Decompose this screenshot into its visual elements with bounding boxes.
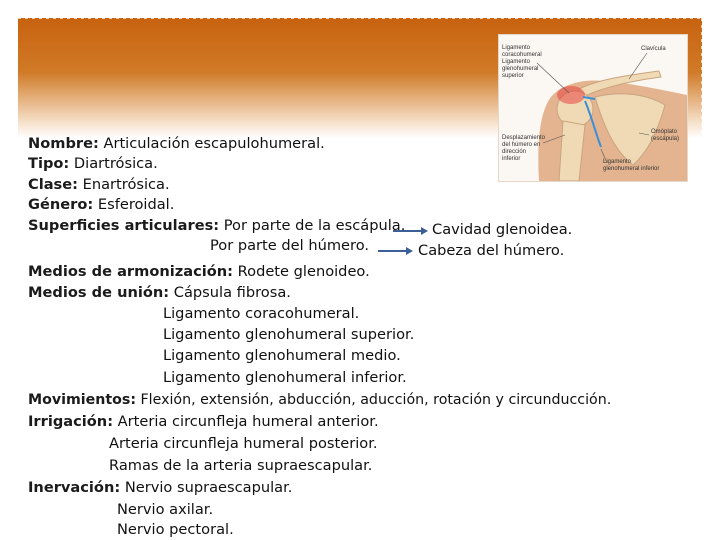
line-union: [28, 283, 291, 303]
line-value: Rodete glenoideo.: [237, 263, 370, 280]
line-value: Arteria circunfleja humeral anterior.: [117, 413, 379, 430]
line-value: Ligamento glenohumeral superior.: [163, 326, 415, 343]
line-label: Nombre:: [28, 135, 99, 152]
line-lig-superior: [163, 325, 414, 345]
line-value: Diartrósica.: [73, 155, 158, 172]
line-arteria-posterior: [109, 434, 378, 454]
line-label: Tipo:: [28, 155, 70, 172]
label-scapula: Omóplato (escápula): [651, 129, 680, 142]
line-nervio-axilar: [117, 500, 213, 520]
line-label: Género:: [28, 196, 94, 213]
line-value: Ligamento glenohumeral medio.: [163, 347, 401, 364]
line-value: Nervio axilar.: [117, 501, 214, 518]
line-movimientos: [28, 390, 611, 410]
line-lig-coracohumeral: [163, 304, 359, 324]
line-value: Enartrósica.: [82, 176, 170, 193]
line-value: Articulación escapulohumeral.: [103, 135, 325, 152]
line-irrigacion: [28, 412, 379, 432]
line-label: Superficies articulares:: [28, 217, 220, 234]
line-tipo: [28, 154, 158, 174]
label-clavicle: Clavícula: [641, 46, 666, 52]
line-armonizacion: [28, 262, 370, 282]
label-glenohumeral-inferior: Ligamento glenohumeral inferior: [603, 159, 660, 172]
line-label: Medios de armonización:: [28, 263, 234, 280]
line-label: Clase:: [28, 176, 78, 193]
line-value: Por parte de la escápula.: [223, 217, 406, 234]
line-label: Irrigación:: [28, 413, 114, 430]
line-clase: [28, 175, 170, 195]
line-value: Esferoidal.: [97, 196, 175, 213]
line-lig-medio: [163, 346, 401, 366]
line-value: Cápsula fibrosa.: [173, 284, 291, 301]
line-inervacion: [28, 478, 292, 498]
target-cabeza-humero: Cabeza del húmero.: [418, 242, 565, 259]
line-value: Flexión, extensión, abducción, aducción, rotación y circunducción.: [140, 392, 612, 408]
line-genero: [28, 195, 174, 215]
line-value: Nervio pectoral.: [117, 521, 234, 538]
label-glenohumeral-superior: Ligamento glenohumeral superior: [502, 59, 539, 79]
line-lig-inferior: [163, 368, 407, 388]
line-label: Inervación:: [28, 479, 121, 496]
joint-highlight: [557, 86, 585, 104]
line-label: Medios de unión:: [28, 284, 170, 301]
line-humero: [210, 236, 369, 256]
line-value: Ramas de la arteria supraescapular.: [109, 457, 373, 474]
line-value: Ligamento glenohumeral inferior.: [163, 369, 407, 386]
label-displacement: Desplazamiento del húmero en dirección inferior: [502, 135, 546, 162]
line-ramas-supraescapular: [109, 456, 372, 476]
label-coracohumeral: Ligamento coracohumeral: [502, 45, 542, 58]
line-value: Nervio supraescapular.: [124, 479, 293, 496]
line-superficies: [28, 216, 405, 236]
shoulder-illustration: [498, 34, 688, 182]
line-value: Arteria circunfleja humeral posterior.: [109, 435, 378, 452]
arrow-icon: [378, 246, 414, 256]
line-nombre: [28, 134, 325, 154]
arrow-icon: [393, 226, 429, 236]
line-label: Movimientos:: [28, 392, 136, 408]
target-cavidad-glenoidea: Cavidad glenoidea.: [432, 221, 573, 238]
line-value: Ligamento coracohumeral.: [163, 305, 360, 322]
line-value: Por parte del húmero.: [210, 237, 370, 254]
line-nervio-pectoral: [117, 520, 234, 540]
